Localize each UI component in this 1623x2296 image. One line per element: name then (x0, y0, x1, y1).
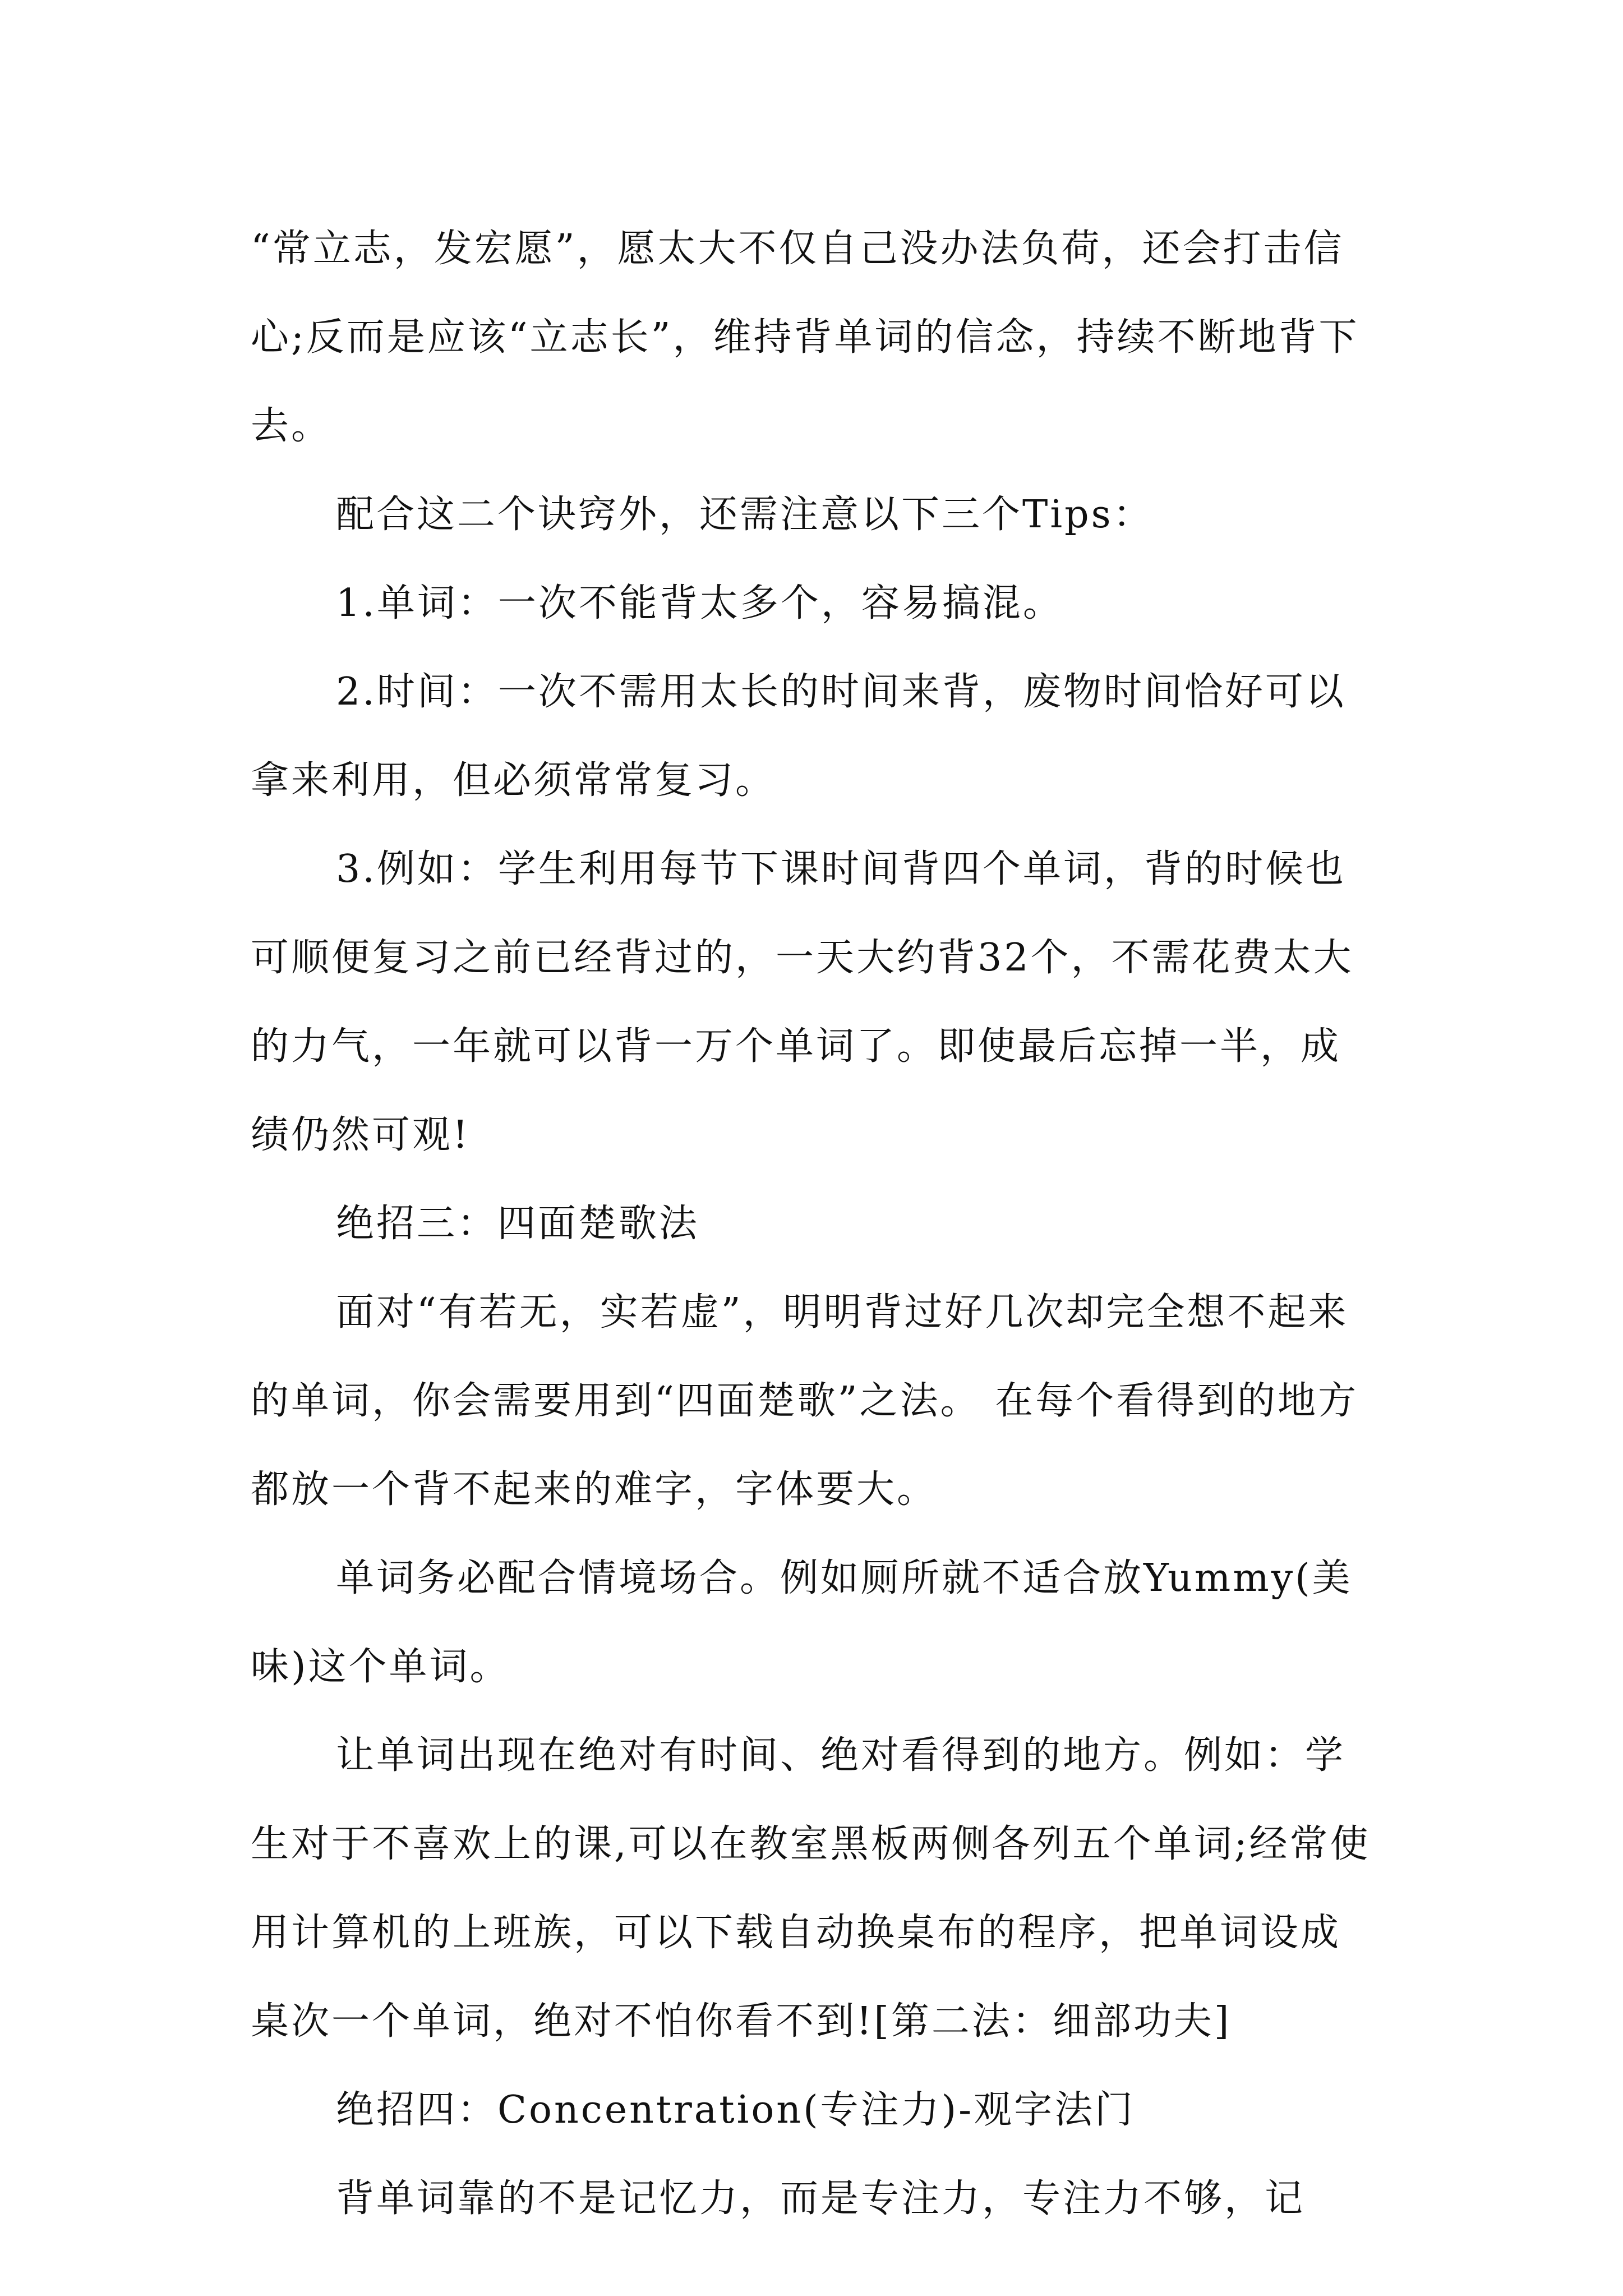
document-body (251, 205, 1378, 2243)
paragraph-1: “常立志，发宏愿”，愿太大不仅自己没办法负荷，还会打击信心;反而是应该“立志长”，维持背单词的信念，持续不断地背下去。 (251, 227, 1359, 448)
paragraph-5: 3.例如：学生利用每节下课时间背四个单词，背的时候也可顺便复习之前已经背过的，一天大约背32个，不需花费太大的力气，一年就可以背一万个单词了。即使最后忘掉一半，成绩仍然可观! (251, 847, 1354, 1157)
paragraph-2: 配合这二个诀窍外，还需注意以下三个Tips： (336, 493, 1154, 537)
paragraph-7: 面对“有若无，实若虚”，明明背过好几次却完全想不起来的单词，你会需要用到“四面楚歌”之法。 在每个看得到的地方都放一个背不起来的难字，字体要大。 (251, 1290, 1359, 1512)
section-heading-4: 绝招四：Concentration(专注力)-观字法门 (336, 2088, 1136, 2132)
section-heading-3: 绝招三：四面楚歌法 (336, 1202, 700, 1246)
paragraph-4: 2.时间：一次不需用太长的时间来背，废物时间恰好可以拿来利用，但必须常常复习。 (251, 670, 1346, 803)
paragraph-9: 让单词出现在绝对有时间、绝对看得到的地方。例如：学生对于不喜欢上的课,可以在教室黑板两侧各列五个单词;经常使用计算机的上班族，可以下载自动换桌布的程序，把单词设成桌次一个单词，绝对不怕你看不到![第二法：细部功夫] (251, 1733, 1371, 2044)
paragraph-11: 背单词靠的不是记忆力，而是专注力，专注力不够，记 (336, 2177, 1306, 2221)
paragraph-8: 单词务必配合情境场合。例如厕所就不适合放Yummy(美味)这个单词。 (251, 1556, 1353, 1689)
paragraph-3: 1.单词：一次不能背太多个，容易搞混。 (336, 581, 1063, 625)
